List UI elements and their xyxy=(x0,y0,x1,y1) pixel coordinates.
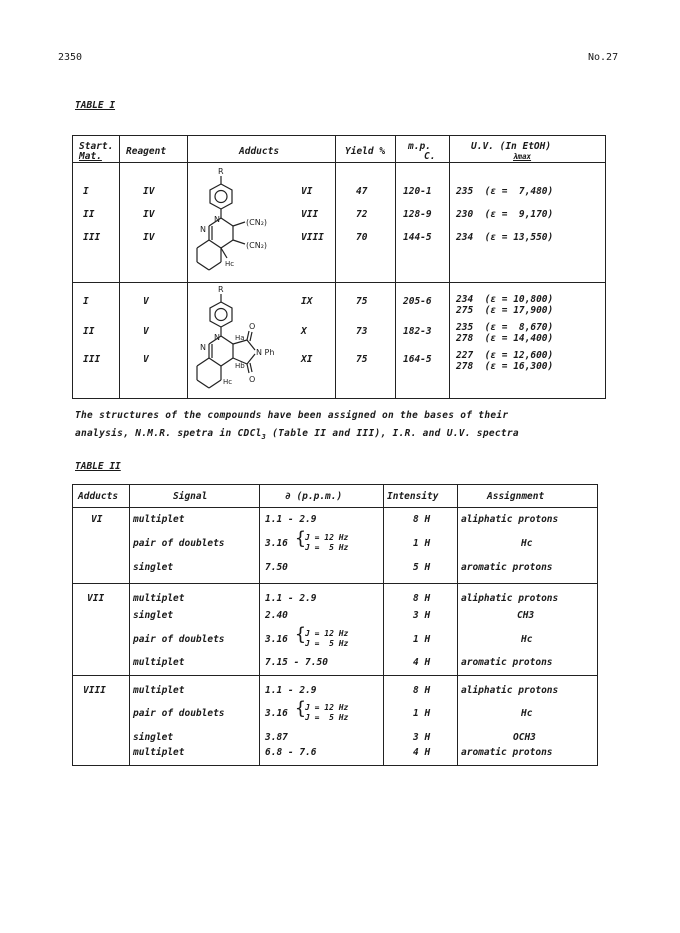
t1-g2-r1-reagent: V xyxy=(143,296,149,307)
t1-g1-r1-uv: 235 (ε = 7,480) xyxy=(456,186,554,197)
t2-g3-r4-assignment: aromatic protons xyxy=(461,747,553,758)
struct2-o1-label: O xyxy=(249,322,256,331)
t1-g1-r2-adduct: VII xyxy=(301,209,319,220)
t1-g2-r2-uv2: 278 (ε = 14,400) xyxy=(456,333,554,344)
t2-g3-r4-delta: 6.8 - 7.6 xyxy=(265,747,317,758)
t1-g1-r3-uv: 234 (ε = 13,550) xyxy=(456,232,554,243)
t2-header-assignment: Assignment xyxy=(487,491,545,502)
t2-g1-j2: J = 5 Hz xyxy=(305,543,349,552)
t2-g3-r3-signal: singlet xyxy=(133,732,174,743)
t1-g1-r2-mp: 128-9 xyxy=(403,209,432,220)
t1-g1-r3-reagent: IV xyxy=(143,232,155,243)
t1-g1-r3-mp: 144-5 xyxy=(403,232,432,243)
header-start-material: Start. xyxy=(79,141,114,152)
paragraph-line2-a: analysis, N.M.R. spetra in CDCl xyxy=(75,428,262,439)
struct1-hc-label: Hc xyxy=(225,260,235,268)
t2-g3-r2-signal: pair of doublets xyxy=(133,708,225,719)
t1-g2-r2-yield: 73 xyxy=(356,326,368,337)
t2-g1-j1: J = 12 Hz xyxy=(305,533,349,542)
t2-g1-r3-delta: 7.50 xyxy=(265,562,288,573)
t2-header-intensity: Intensity xyxy=(387,491,439,502)
t2-g3-r4-intensity: 4 H xyxy=(413,747,431,758)
header-uv: U.V. (In EtOH) xyxy=(471,141,552,152)
t2-g1-brace: { xyxy=(295,528,306,549)
t2-g2-r1-delta: 1.1 - 2.9 xyxy=(265,593,317,604)
t1-g2-r3-yield: 75 xyxy=(356,354,368,365)
t1-g2-r1-yield: 75 xyxy=(356,296,368,307)
t1-g2-r3-adduct: XI xyxy=(301,354,313,365)
t1-g1-r3-start: III xyxy=(83,232,101,243)
page-number: 2350 xyxy=(58,52,83,63)
header-start-material-line2: Mat. xyxy=(79,151,102,162)
t1-g2-r1-uv2: 275 (ε = 17,900) xyxy=(456,305,554,316)
t1-g2-r1-mp: 205-6 xyxy=(403,296,432,307)
t1-g2-r1-start: I xyxy=(83,296,89,307)
header-uv-lambda: λmax xyxy=(513,152,532,161)
header-mp: m.p. xyxy=(408,141,431,152)
t2-g2-adduct: VII xyxy=(87,593,105,604)
t2-g3-j1: J = 12 Hz xyxy=(305,703,349,712)
t2-g1-r3-intensity: 5 H xyxy=(413,562,431,573)
t2-g2-r4-signal: multiplet xyxy=(133,657,185,668)
t1-g1-r1-adduct: VI xyxy=(301,186,313,197)
t2-g3-r1-delta: 1.1 - 2.9 xyxy=(265,685,317,696)
t2-g3-r1-assignment: aliphatic protons xyxy=(461,685,559,696)
t2-g2-r3-delta: 3.16 xyxy=(265,634,288,645)
t2-g2-r3-signal: pair of doublets xyxy=(133,634,225,645)
t1-g1-r2-reagent: IV xyxy=(143,209,155,220)
table1-label: TABLE I xyxy=(75,100,116,111)
paragraph-line2-sub: 3 xyxy=(261,432,267,441)
header-mp-unit: C. xyxy=(424,151,436,162)
t2-g3-j2: J = 5 Hz xyxy=(305,713,349,722)
t2-header-adducts: Adducts xyxy=(78,491,119,502)
t2-g3-adduct: VIII xyxy=(83,685,106,696)
paragraph-line2-b: (Table II and III), I.R. and U.V. spectra xyxy=(266,428,519,439)
t2-g2-r1-intensity: 8 H xyxy=(413,593,431,604)
t1-g2-r1-uv1: 234 (ε = 10,800) xyxy=(456,294,554,305)
t1-g2-r3-reagent: V xyxy=(143,354,149,365)
t2-g2-r1-assignment: aliphatic protons xyxy=(461,593,559,604)
t1-g2-r2-mp: 182-3 xyxy=(403,326,432,337)
t1-g1-r3-adduct: VIII xyxy=(301,232,324,243)
t1-g2-r2-adduct: X xyxy=(301,326,307,337)
t2-g1-r2-assignment: Hc xyxy=(521,538,533,549)
t2-g3-r1-signal: multiplet xyxy=(133,685,185,696)
t2-g2-j1: J = 12 Hz xyxy=(305,629,349,638)
struct2-n1-label: N xyxy=(214,333,220,342)
struct2-nph-label: N Ph xyxy=(256,348,275,357)
header-yield: Yield % xyxy=(345,146,386,157)
t1-g1-r2-yield: 72 xyxy=(356,209,368,220)
t1-g1-r2-start: II xyxy=(83,209,95,220)
t1-g1-r1-yield: 47 xyxy=(356,186,368,197)
t2-g3-brace: { xyxy=(295,698,306,719)
t2-g3-r2-delta: 3.16 xyxy=(265,708,288,719)
structure-pyrrolidinedione-adduct xyxy=(191,286,301,398)
struct2-hb-label: Hb xyxy=(235,362,245,370)
t2-g3-r4-signal: multiplet xyxy=(133,747,185,758)
t2-g1-r3-signal: singlet xyxy=(133,562,174,573)
t1-g1-r1-start: I xyxy=(83,186,89,197)
struct1-n1-label: N xyxy=(214,215,220,224)
t2-g2-r4-assignment: aromatic protons xyxy=(461,657,553,668)
struct2-n2-label: N xyxy=(200,343,206,352)
t1-g2-r3-mp: 164-5 xyxy=(403,354,432,365)
t2-g1-r1-assignment: aliphatic protons xyxy=(461,514,559,525)
t2-g2-r3-intensity: 1 H xyxy=(413,634,431,645)
t2-g1-r1-intensity: 8 H xyxy=(413,514,431,525)
t2-g2-brace: { xyxy=(295,624,306,645)
header-adducts: Adducts xyxy=(239,146,280,157)
t2-g2-r1-signal: multiplet xyxy=(133,593,185,604)
t2-g1-adduct: VI xyxy=(91,514,103,525)
t2-g2-r2-assignment: CH3 xyxy=(517,610,535,621)
t1-g1-r1-mp: 120-1 xyxy=(403,186,432,197)
t1-g2-r2-uv1: 235 (ε = 8,670) xyxy=(456,322,554,333)
struct1-n2-label: N xyxy=(200,225,206,234)
struct2-o2-label: O xyxy=(249,375,256,384)
t2-header-delta: ∂ (p.p.m.) xyxy=(285,491,343,502)
structure-pyridazine-adduct xyxy=(191,166,301,280)
t2-g3-r3-assignment: OCH3 xyxy=(513,732,536,743)
t2-header-signal: Signal xyxy=(173,491,208,502)
t2-g2-r2-intensity: 3 H xyxy=(413,610,431,621)
table2-label: TABLE II xyxy=(75,461,121,472)
t2-g2-r4-delta: 7.15 - 7.50 xyxy=(265,657,328,668)
paragraph-line1: The structures of the compounds have been assigned on the bases of their xyxy=(75,410,509,421)
t2-g2-r4-intensity: 4 H xyxy=(413,657,431,668)
header-reagent: Reagent xyxy=(126,146,167,157)
t2-g3-r3-intensity: 3 H xyxy=(413,732,431,743)
t2-g3-r2-assignment: Hc xyxy=(521,708,533,719)
t1-g1-r1-reagent: IV xyxy=(143,186,155,197)
paragraph-line2 xyxy=(75,428,600,441)
t1-g2-r2-reagent: V xyxy=(143,326,149,337)
t2-g1-r1-delta: 1.1 - 2.9 xyxy=(265,514,317,525)
t2-g2-r2-signal: singlet xyxy=(133,610,174,621)
t1-g1-r3-yield: 70 xyxy=(356,232,368,243)
struct1-cn1-label: (CN₂) xyxy=(246,218,268,227)
t1-g2-r2-start: II xyxy=(83,326,95,337)
struct1-r-label: R xyxy=(218,167,224,176)
t2-g2-r2-delta: 2.40 xyxy=(265,610,288,621)
struct2-hc-label: Hc xyxy=(223,378,233,386)
table2 xyxy=(72,484,598,766)
t1-g1-r2-uv: 230 (ε = 9,170) xyxy=(456,209,554,220)
table1 xyxy=(72,135,606,399)
t2-g1-r2-delta: 3.16 xyxy=(265,538,288,549)
t2-g2-j2: J = 5 Hz xyxy=(305,639,349,648)
t1-g2-r3-start: III xyxy=(83,354,101,365)
t2-g2-r3-assignment: Hc xyxy=(521,634,533,645)
struct2-ha-label: Ha xyxy=(235,334,245,342)
t1-g2-r3-uv2: 278 (ε = 16,300) xyxy=(456,361,554,372)
struct1-cn2-label: (CN₂) xyxy=(246,241,268,250)
struct2-r-label: R xyxy=(218,286,224,294)
t2-g3-r3-delta: 3.87 xyxy=(265,732,288,743)
t2-g1-r2-intensity: 1 H xyxy=(413,538,431,549)
journal-issue: No.27 xyxy=(588,52,619,63)
t2-g3-r1-intensity: 8 H xyxy=(413,685,431,696)
t1-g2-r3-uv1: 227 (ε = 12,600) xyxy=(456,350,554,361)
t1-g2-r1-adduct: IX xyxy=(301,296,313,307)
t2-g3-r2-intensity: 1 H xyxy=(413,708,431,719)
t2-g1-r3-assignment: aromatic protons xyxy=(461,562,553,573)
t2-g1-r2-signal: pair of doublets xyxy=(133,538,225,549)
t2-g1-r1-signal: multiplet xyxy=(133,514,185,525)
